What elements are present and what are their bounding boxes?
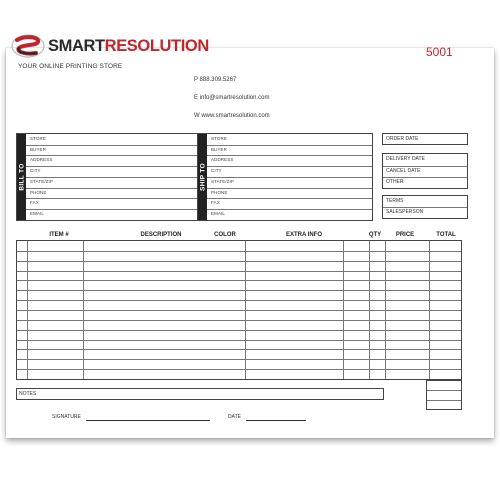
bill_to-field-line[interactable] bbox=[26, 209, 201, 210]
column-header: COLOR bbox=[214, 232, 236, 238]
ship_to-field-line[interactable] bbox=[207, 155, 372, 156]
table-row[interactable] bbox=[17, 320, 461, 321]
column-header: DESCRIPTION bbox=[140, 232, 182, 238]
delivery-date-label: DELIVERY DATE bbox=[386, 156, 425, 162]
bill_to-field-label: STORE bbox=[30, 136, 46, 141]
contact-phone: P 888.309.5267 bbox=[194, 77, 237, 83]
ship_to-field-line[interactable] bbox=[207, 209, 372, 210]
logo-wordmark bbox=[48, 37, 209, 56]
table-row[interactable] bbox=[17, 310, 461, 311]
bill_to-field-line[interactable] bbox=[26, 188, 201, 189]
ship-to-label-band bbox=[198, 134, 207, 220]
ship_to-field-line[interactable] bbox=[207, 188, 372, 189]
ship_to-field-label: ADDRESS bbox=[211, 157, 234, 163]
bill_to-field-line[interactable] bbox=[26, 177, 201, 178]
form-number: 5001 bbox=[426, 45, 453, 59]
ship_to-field-line[interactable] bbox=[207, 198, 372, 199]
totals-divider-1 bbox=[427, 390, 461, 391]
date-label: DATE bbox=[228, 414, 241, 420]
bill_to-field-label: ADDRESS bbox=[30, 157, 53, 163]
bill-to-box bbox=[16, 133, 202, 221]
ship_to-field-label: STORE bbox=[211, 136, 227, 141]
ship_to-field-label: EMAIL bbox=[211, 210, 226, 216]
table-row[interactable] bbox=[17, 349, 461, 350]
order-date-box[interactable] bbox=[382, 133, 468, 145]
logo-word-resolution: RESOLUTION bbox=[104, 37, 209, 55]
ship_to-field-label: STATE/ZIP bbox=[211, 178, 234, 184]
table-row[interactable] bbox=[17, 251, 461, 252]
bill_to-field-label: EMAIL bbox=[30, 210, 45, 216]
bill_to-field-line[interactable] bbox=[26, 198, 201, 199]
ship_to-field-line[interactable] bbox=[207, 166, 372, 167]
table-row[interactable] bbox=[17, 261, 461, 262]
bill_to-field-label: CITY bbox=[30, 168, 41, 174]
bill_to-field-line[interactable] bbox=[26, 145, 201, 146]
ship-to-box bbox=[197, 133, 373, 221]
table-row[interactable] bbox=[17, 359, 461, 360]
logo-word-smart: SMART bbox=[48, 37, 105, 55]
table-row[interactable] bbox=[17, 330, 461, 331]
salesperson-label: SALESPERSON bbox=[386, 209, 424, 215]
bill_to-field-label: BUYER bbox=[30, 146, 47, 152]
table-row[interactable] bbox=[17, 369, 461, 370]
ship_to-field-line[interactable] bbox=[207, 145, 372, 146]
notes-label: NOTES bbox=[19, 391, 37, 397]
table-row[interactable] bbox=[17, 271, 461, 272]
signature-line[interactable] bbox=[86, 420, 210, 421]
dates-divider-1 bbox=[383, 166, 467, 167]
ship_to-field-line[interactable] bbox=[207, 177, 372, 178]
notes-field[interactable] bbox=[16, 388, 384, 400]
terms-divider bbox=[383, 207, 467, 208]
ship_to-field-label: FAX bbox=[211, 200, 220, 206]
company-logo bbox=[10, 31, 209, 61]
items-table bbox=[16, 240, 462, 380]
dates-divider-2 bbox=[383, 177, 467, 178]
ship-to-label: SHIP TO bbox=[199, 163, 206, 191]
signature-label: SIGNATURE bbox=[52, 414, 81, 420]
contact-email: E info@smartresolution.com bbox=[194, 95, 270, 101]
other-label: OTHER bbox=[386, 179, 404, 185]
table-row[interactable] bbox=[17, 300, 461, 301]
bill_to-field-line[interactable] bbox=[26, 166, 201, 167]
column-header: QTY bbox=[368, 232, 382, 238]
column-header: EXTRA INFO bbox=[285, 232, 323, 238]
bill_to-field-line[interactable] bbox=[26, 155, 201, 156]
bill_to-field-label: STATE/ZIP bbox=[30, 178, 53, 184]
bill_to-field-label: PHONE bbox=[30, 189, 47, 195]
dates-box bbox=[382, 153, 468, 189]
column-header: ITEM # bbox=[49, 232, 69, 238]
table-row[interactable] bbox=[17, 340, 461, 341]
logo-mark-icon bbox=[10, 31, 46, 61]
ship_to-field-label: BUYER bbox=[211, 146, 228, 152]
totals-divider-2 bbox=[427, 400, 461, 401]
contact-web: W www.smartresolution.com bbox=[194, 113, 270, 119]
bill-to-label: BILL TO bbox=[18, 163, 25, 191]
bill-to-label-band bbox=[17, 134, 26, 220]
table-row[interactable] bbox=[17, 280, 461, 281]
ship_to-field-label: PHONE bbox=[211, 189, 228, 195]
table-row[interactable] bbox=[17, 290, 461, 291]
order-date-label: ORDER DATE bbox=[386, 136, 419, 142]
ship_to-field-label: CITY bbox=[211, 168, 222, 174]
column-header: TOTAL bbox=[436, 232, 456, 238]
date-line[interactable] bbox=[246, 420, 306, 421]
totals-box bbox=[426, 380, 462, 410]
bill_to-field-label: FAX bbox=[30, 200, 39, 206]
company-tagline: YOUR ONLINE PRINTING STORE bbox=[18, 63, 123, 70]
cancel-date-label: CANCEL DATE bbox=[386, 168, 421, 174]
column-header: PRICE bbox=[395, 232, 415, 238]
terms-box bbox=[382, 195, 468, 219]
terms-label: TERMS bbox=[386, 198, 404, 204]
